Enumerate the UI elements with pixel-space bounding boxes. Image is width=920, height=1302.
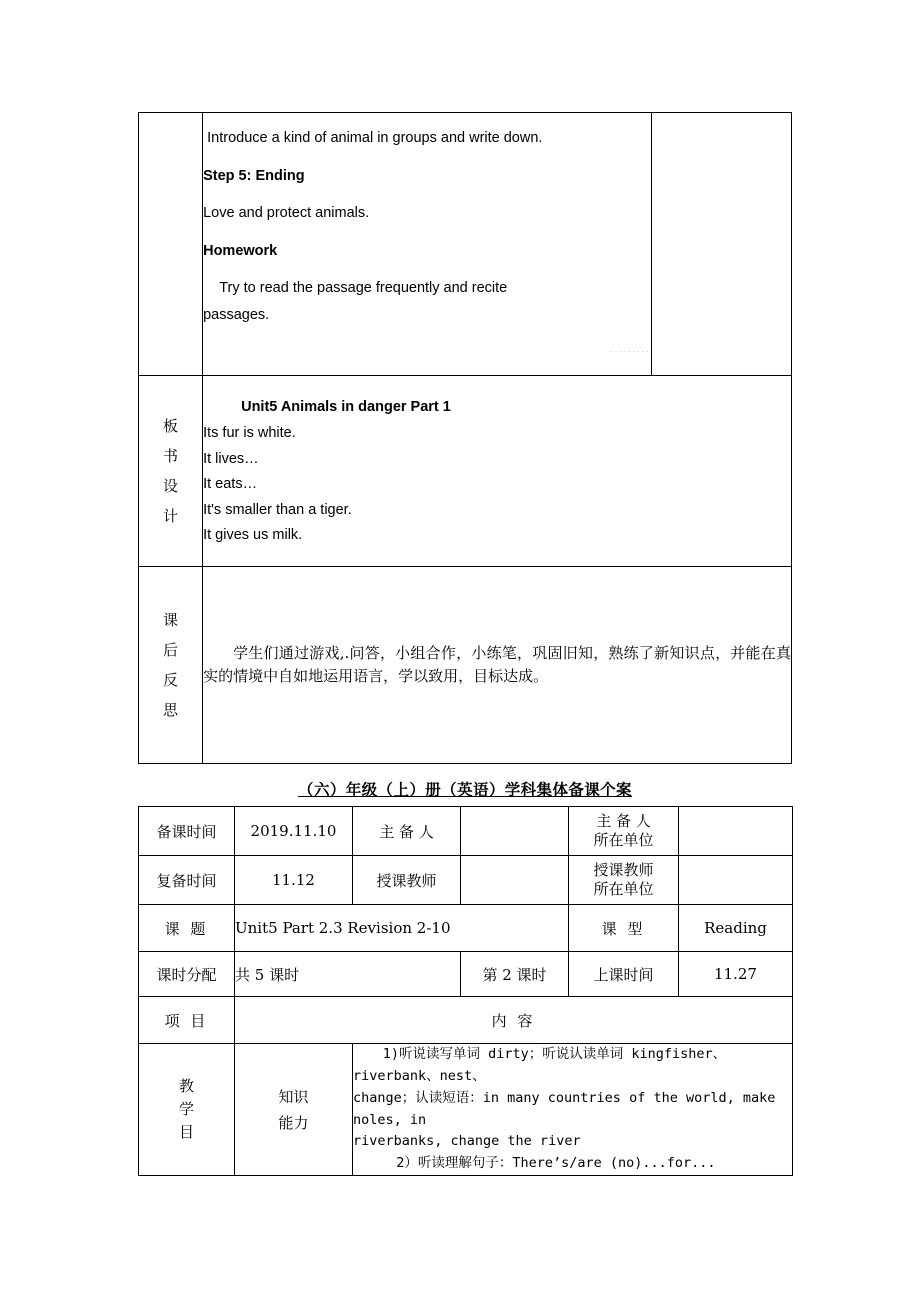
reflection-text: 学生们通过游戏,.问答，小组合作，小练笔，巩固旧知，熟练了新知识点，并能在真实的情境中自如地运用语言，学以致用，目标达成。 [203, 643, 791, 685]
vlabel-char: 后 [163, 641, 179, 659]
blackboard-line: It's smaller than a tiger. [203, 501, 352, 518]
process-paragraph: Homework [203, 242, 278, 259]
reflection-content-cell [203, 567, 792, 764]
blackboard-line: Its fur is white. [203, 425, 296, 442]
objective-line: change；认读短语：in many countries of the world, make noles, in [353, 1089, 784, 1128]
teacher-unit-label [569, 856, 679, 905]
vlabel-char: 计 [163, 507, 179, 525]
topic-label: 课 题 [139, 905, 235, 952]
table-row-prep-time [139, 807, 793, 856]
main-preparer-unit-label [569, 807, 679, 856]
section-title [138, 778, 792, 800]
teaching-objectives-label-cell [139, 1044, 235, 1176]
vlabel-char: 思 [163, 701, 179, 719]
process-paragraph: Step 5: Ending [203, 167, 305, 184]
vlabel-char: 教 [178, 1077, 194, 1096]
process-paragraph: Try to read the passage frequently and recite [203, 280, 508, 296]
teacher-label: 授课教师 [353, 856, 461, 905]
blackboard-title: Unit5 Animals in danger Part 1 [241, 399, 451, 416]
vlabel-char: 设 [163, 477, 179, 495]
table-row-review-time [139, 856, 793, 905]
table-row-items-header [139, 997, 793, 1044]
table-row-reflection [139, 567, 792, 764]
reflection-label-cell [139, 567, 203, 764]
objective-line: 1)听说读写单词 dirty；听说认读单词 kingfisher、riverbank、nest、 [353, 1046, 727, 1084]
total-periods-value[interactable]: 共 5 课时 [235, 952, 461, 997]
blackboard-line: It gives us milk. [203, 527, 303, 544]
main-preparer-value[interactable] [461, 807, 569, 856]
teaching-objectives-content-cell [353, 1044, 793, 1176]
sublabel-line2: 能力 [278, 1113, 309, 1132]
teaching-process-content-cell [203, 113, 652, 376]
lesson-type-label: 课 型 [569, 905, 679, 952]
collective-lesson-prep-table [138, 806, 793, 1176]
table-row-teaching-objectives [139, 1044, 793, 1176]
table-row-periods [139, 952, 793, 997]
main-preparer-unit-value[interactable] [679, 807, 793, 856]
table-row-topic [139, 905, 793, 952]
process-paragraph: passages. [203, 306, 270, 323]
blackboard-line: It eats… [203, 476, 258, 493]
objective-line: 2）听读理解句子：There’s/are (no)...for... [396, 1155, 716, 1172]
sublabel-line1: 知识 [278, 1087, 309, 1106]
vlabel-char: 反 [163, 671, 179, 689]
notes-column-cell [651, 113, 791, 376]
unit-label-line1: 授课教师 [593, 860, 654, 879]
unit-label-line2: 所在单位 [593, 831, 654, 849]
vlabel-char: 书 [163, 447, 179, 465]
blackboard-line: It lives… [203, 450, 259, 467]
trailing-dots: ......... [610, 344, 651, 354]
content-header-label: 内 容 [235, 997, 793, 1044]
teacher-value[interactable] [461, 856, 569, 905]
review-time-label: 复备时间 [139, 856, 235, 905]
class-time-value[interactable]: 11.27 [679, 952, 793, 997]
period-allocation-label: 课时分配 [139, 952, 235, 997]
prep-time-value[interactable]: 2019.11.10 [235, 807, 353, 856]
process-paragraph: Introduce a kind of animal in groups and write down. [203, 130, 543, 146]
prep-time-label: 备课时间 [139, 807, 235, 856]
class-time-label: 上课时间 [569, 952, 679, 997]
section-title-text: （六）年级（上）册（英语）学科集体备课个案 [298, 780, 632, 799]
main-preparer-label: 主 备 人 [353, 807, 461, 856]
blackboard-design-content-cell [203, 376, 792, 567]
table-row-blackboard-design [139, 376, 792, 567]
teacher-unit-value[interactable] [679, 856, 793, 905]
vlabel-char: 目 [178, 1123, 194, 1142]
objective-line: riverbanks, change the river [353, 1133, 581, 1150]
items-header-label: 项 目 [139, 997, 235, 1044]
review-time-value[interactable]: 11.12 [235, 856, 353, 905]
vlabel-char: 课 [163, 611, 179, 629]
topic-value[interactable]: Unit5 Part 2.3 Revision 2-10 [235, 905, 569, 952]
process-paragraph: Love and protect animals. [203, 205, 370, 221]
current-period-value[interactable]: 第 2 课时 [461, 952, 569, 997]
table-row-teaching-process [139, 113, 792, 376]
unit-label-line1: 主 备 人 [596, 811, 651, 830]
vlabel-char: 板 [163, 417, 179, 435]
lesson-plan-continuation-table [138, 112, 792, 764]
teaching-process-label-cell [139, 113, 203, 376]
vlabel-char: 学 [178, 1100, 194, 1119]
knowledge-ability-label-cell [235, 1044, 353, 1176]
unit-label-line2: 所在单位 [593, 880, 654, 898]
blackboard-design-label-cell [139, 376, 203, 567]
lesson-type-value[interactable]: Reading [679, 905, 793, 952]
